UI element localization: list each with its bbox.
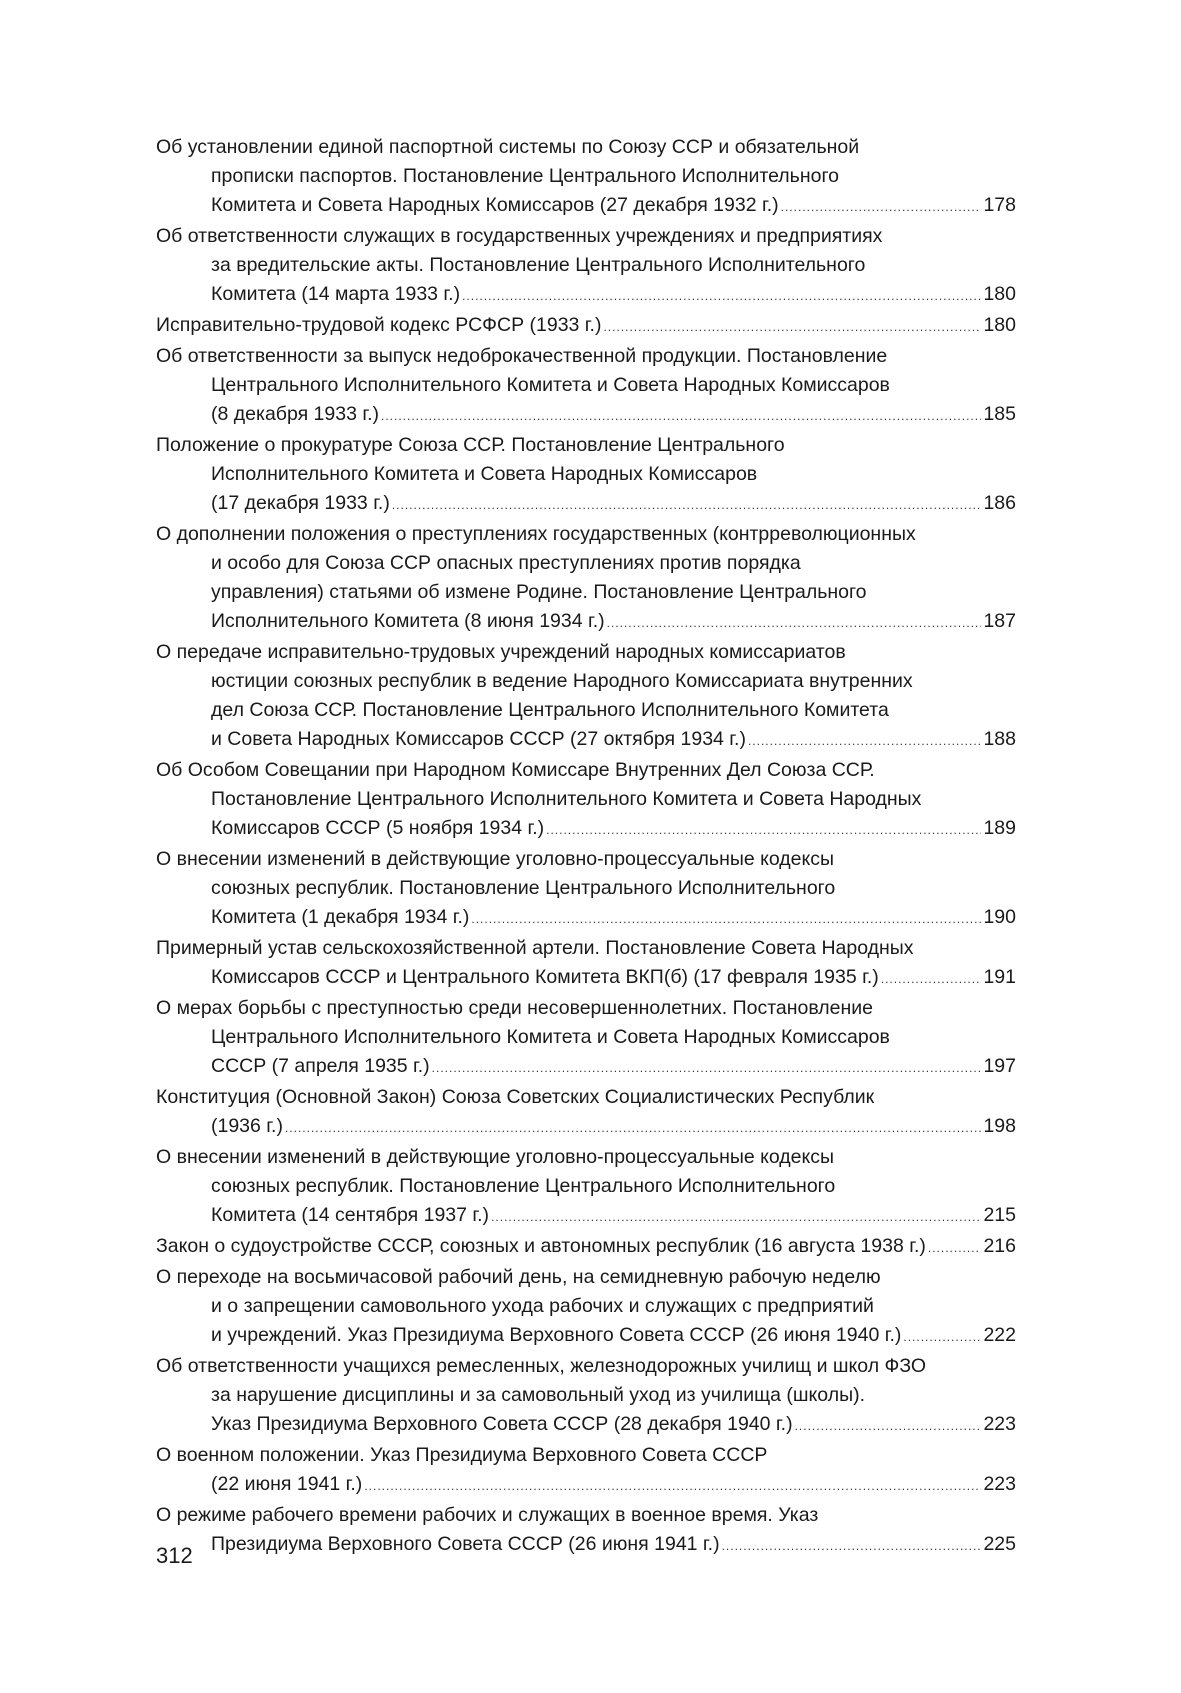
toc-entry-text: Указ Президиума Верховного Совета СССР (28 декабря 1940 г.) bbox=[211, 1413, 793, 1435]
toc-entry-last-line bbox=[156, 489, 1016, 520]
toc-entry-last-line bbox=[156, 1052, 1016, 1083]
toc-entry-line: Центрального Исполнительного Комитета и Совета Народных Комиссаров bbox=[211, 1026, 890, 1048]
toc-entry-line: юстиции союзных республик в ведение Народного Комиссариата внутренних bbox=[211, 670, 913, 692]
dot-leader bbox=[928, 1234, 982, 1263]
dot-leader bbox=[471, 905, 981, 934]
toc-entry-last-line bbox=[156, 607, 1016, 638]
toc-entry-last-line bbox=[156, 1321, 1016, 1352]
toc-entry-text: Исполнительного Комитета (8 июня 1934 г.) bbox=[211, 610, 605, 632]
dot-leader bbox=[392, 491, 982, 520]
dot-leader bbox=[491, 1203, 981, 1232]
toc-entry-text: Комитета и Совета Народных Комиссаров (27 декабря 1932 г.) bbox=[211, 194, 779, 216]
toc-entry-line: Об ответственности служащих в государственных учреждениях и предприятиях bbox=[156, 225, 883, 247]
toc-entry bbox=[156, 638, 1016, 756]
toc-entry bbox=[156, 431, 1016, 520]
toc-entry bbox=[156, 1441, 1016, 1501]
dot-leader bbox=[546, 816, 981, 845]
toc-entry-line: О дополнении положения о преступлениях государственных (контрреволюционных bbox=[156, 523, 916, 545]
toc-page-number: 191 bbox=[983, 966, 1016, 988]
toc-page-number: 198 bbox=[983, 1115, 1016, 1137]
toc-entry bbox=[156, 133, 1016, 222]
toc-entry-text: (17 декабря 1933 г.) bbox=[211, 492, 390, 514]
toc-entry-line: управления) статьями об измене Родине. Постановление Центрального bbox=[211, 581, 867, 603]
toc-page-number: 189 bbox=[983, 817, 1016, 839]
toc-page-number: 186 bbox=[983, 492, 1016, 514]
page-number: 312 bbox=[156, 1543, 193, 1568]
toc-entry-line: О внесении изменений в действующие уголовно-процессуальные кодексы bbox=[156, 1146, 835, 1168]
toc-page-number: 178 bbox=[983, 194, 1016, 216]
toc-entry-line: и особо для Союза ССР опасных преступлениях против порядка bbox=[211, 552, 801, 574]
toc-entry bbox=[156, 311, 1016, 342]
toc-page-number: 215 bbox=[983, 1204, 1016, 1226]
dot-leader bbox=[781, 193, 982, 222]
toc-entry-last-line bbox=[156, 1201, 1016, 1232]
toc-entry-line: союзных республик. Постановление Центрального Исполнительного bbox=[211, 1175, 836, 1197]
toc-entry-text: (8 декабря 1933 г.) bbox=[211, 403, 379, 425]
toc-entry bbox=[156, 342, 1016, 431]
toc-page-number: 180 bbox=[983, 283, 1016, 305]
toc-entry-line: за нарушение дисциплины и за самовольный уход из училища (школы). bbox=[211, 1384, 866, 1406]
toc-entry-line: О внесении изменений в действующие уголовно-процессуальные кодексы bbox=[156, 848, 835, 870]
toc-entry bbox=[156, 1501, 1016, 1561]
toc-entry bbox=[156, 222, 1016, 311]
dot-leader bbox=[364, 1472, 981, 1501]
toc-entry-text: СССР (7 апреля 1935 г.) bbox=[211, 1055, 430, 1077]
toc-page-number: 185 bbox=[983, 403, 1016, 425]
toc-entry-line: Конституция (Основной Закон) Союза Советских Социалистических Республик bbox=[156, 1086, 875, 1108]
toc-page-number: 223 bbox=[983, 1413, 1016, 1435]
toc-entry-last-line bbox=[156, 311, 1016, 342]
toc-entry-line: О передаче исправительно-трудовых учреждений народных комиссариатов bbox=[156, 641, 846, 663]
toc-entry-text: Комитета (1 декабря 1934 г.) bbox=[211, 906, 470, 928]
dot-leader bbox=[881, 965, 982, 994]
toc-entry-text: и Совета Народных Комиссаров СССР (27 октября 1934 г.) bbox=[211, 728, 746, 750]
toc-entry-text: Комиссаров СССР и Центрального Комитета ВКП(б) (17 февраля 1935 г.) bbox=[211, 966, 879, 988]
toc-entry-last-line bbox=[156, 1112, 1016, 1143]
toc-entry-line: за вредительские акты. Постановление Центрального Исполнительного bbox=[211, 254, 866, 276]
toc-entry-line: О переходе на восьмичасовой рабочий день, на семидневную рабочую неделю bbox=[156, 1266, 881, 1288]
toc-entry-line: и о запрещении самовольного ухода рабочих и служащих с предприятий bbox=[211, 1295, 874, 1317]
toc-entry-last-line bbox=[156, 1232, 1016, 1263]
toc-entry-line: О мерах борьбы с преступностью среди несовершеннолетних. Постановление bbox=[156, 997, 874, 1019]
toc-entry-line: О режиме рабочего времени рабочих и служащих в военное время. Указ bbox=[156, 1504, 819, 1526]
toc-entry-line: Об Особом Совещании при Народном Комиссаре Внутренних Дел Союза ССР. bbox=[156, 759, 875, 781]
toc-entry-line: дел Союза ССР. Постановление Центрального Исполнительного Комитета bbox=[211, 699, 889, 721]
toc-entry-text: (1936 г.) bbox=[211, 1115, 283, 1137]
toc-entry-line: Примерный устав сельскохозяйственной артели. Постановление Совета Народных bbox=[156, 937, 914, 959]
dot-leader bbox=[432, 1054, 982, 1083]
toc-entry-line: Центрального Исполнительного Комитета и Совета Народных Комиссаров bbox=[211, 374, 890, 396]
toc-entry-last-line bbox=[156, 1530, 1016, 1561]
toc-entry-line: союзных республик. Постановление Центрального Исполнительного bbox=[211, 877, 836, 899]
toc-entry bbox=[156, 520, 1016, 638]
toc-entry bbox=[156, 1143, 1016, 1232]
toc-page-number: 197 bbox=[983, 1055, 1016, 1077]
dot-leader bbox=[285, 1114, 982, 1143]
toc-entry-text: Комитета (14 сентября 1937 г.) bbox=[211, 1204, 490, 1226]
toc-entry-line: Постановление Центрального Исполнительного Комитета и Совета Народных bbox=[211, 788, 922, 810]
toc-entry-text: (22 июня 1941 г.) bbox=[211, 1473, 363, 1495]
dot-leader bbox=[381, 402, 981, 431]
toc-entry-text: Комиссаров СССР (5 ноября 1934 г.) bbox=[211, 817, 545, 839]
toc-entry bbox=[156, 845, 1016, 934]
dot-leader bbox=[462, 282, 981, 311]
toc-page-number: 222 bbox=[983, 1324, 1016, 1346]
toc-entry-last-line bbox=[156, 903, 1016, 934]
toc-entry-line: Об установлении единой паспортной системы по Союзу ССР и обязательной bbox=[156, 136, 860, 158]
toc-entry-line: Исполнительного Комитета и Совета Народных Комиссаров bbox=[211, 463, 758, 485]
toc-entry bbox=[156, 1083, 1016, 1143]
toc-entry-text: Исправительно-трудовой кодекс РСФСР (1933 г.) bbox=[156, 314, 602, 336]
toc-entry-last-line bbox=[156, 1410, 1016, 1441]
toc-entry-line: Об ответственности за выпуск недоброкачественной продукции. Постановление bbox=[156, 345, 888, 367]
toc-page-number: 223 bbox=[983, 1473, 1016, 1495]
toc-page-number: 188 bbox=[983, 728, 1016, 750]
dot-leader bbox=[795, 1412, 982, 1441]
toc-entry bbox=[156, 934, 1016, 994]
toc-entry-text: и учреждений. Указ Президиума Верховного Совета СССР (26 июня 1940 г.) bbox=[211, 1324, 902, 1346]
toc-entry-last-line bbox=[156, 280, 1016, 311]
dot-leader bbox=[903, 1323, 981, 1352]
toc-entry bbox=[156, 756, 1016, 845]
toc-entry-line: О военном положении. Указ Президиума Верховного Совета СССР bbox=[156, 1444, 768, 1466]
toc-entry-last-line bbox=[156, 400, 1016, 431]
dot-leader bbox=[603, 313, 981, 342]
toc-entry bbox=[156, 1232, 1016, 1263]
dot-leader bbox=[748, 727, 981, 756]
toc-entry-line: Об ответственности учащихся ремесленных, железнодорожных училищ и школ ФЗО bbox=[156, 1355, 927, 1377]
toc-entry bbox=[156, 1352, 1016, 1441]
toc-page-number: 190 bbox=[983, 906, 1016, 928]
toc-entry-text: Закон о судоустройстве СССР, союзных и автономных республик (16 августа 1938 г.) bbox=[156, 1235, 926, 1257]
toc-entry-last-line bbox=[156, 963, 1016, 994]
toc-entry-text: Президиума Верховного Совета СССР (26 июня 1941 г.) bbox=[211, 1533, 720, 1555]
toc-entry bbox=[156, 994, 1016, 1083]
toc-entry-last-line bbox=[156, 814, 1016, 845]
table-of-contents bbox=[156, 133, 1016, 1561]
toc-page-number: 187 bbox=[983, 610, 1016, 632]
toc-page-number: 225 bbox=[983, 1533, 1016, 1555]
toc-entry-line: Положение о прокуратуре Союза ССР. Постановление Центрального bbox=[156, 434, 785, 456]
toc-entry-last-line bbox=[156, 1470, 1016, 1501]
toc-entry-last-line bbox=[156, 725, 1016, 756]
dot-leader bbox=[722, 1532, 982, 1561]
toc-page-number: 180 bbox=[983, 314, 1016, 336]
toc-entry bbox=[156, 1263, 1016, 1352]
toc-entry-text: Комитета (14 марта 1933 г.) bbox=[211, 283, 461, 305]
toc-page-number: 216 bbox=[983, 1235, 1016, 1257]
dot-leader bbox=[607, 609, 982, 638]
toc-entry-last-line bbox=[156, 191, 1016, 222]
toc-entry-line: прописки паспортов. Постановление Центрального Исполнительного bbox=[211, 165, 839, 187]
